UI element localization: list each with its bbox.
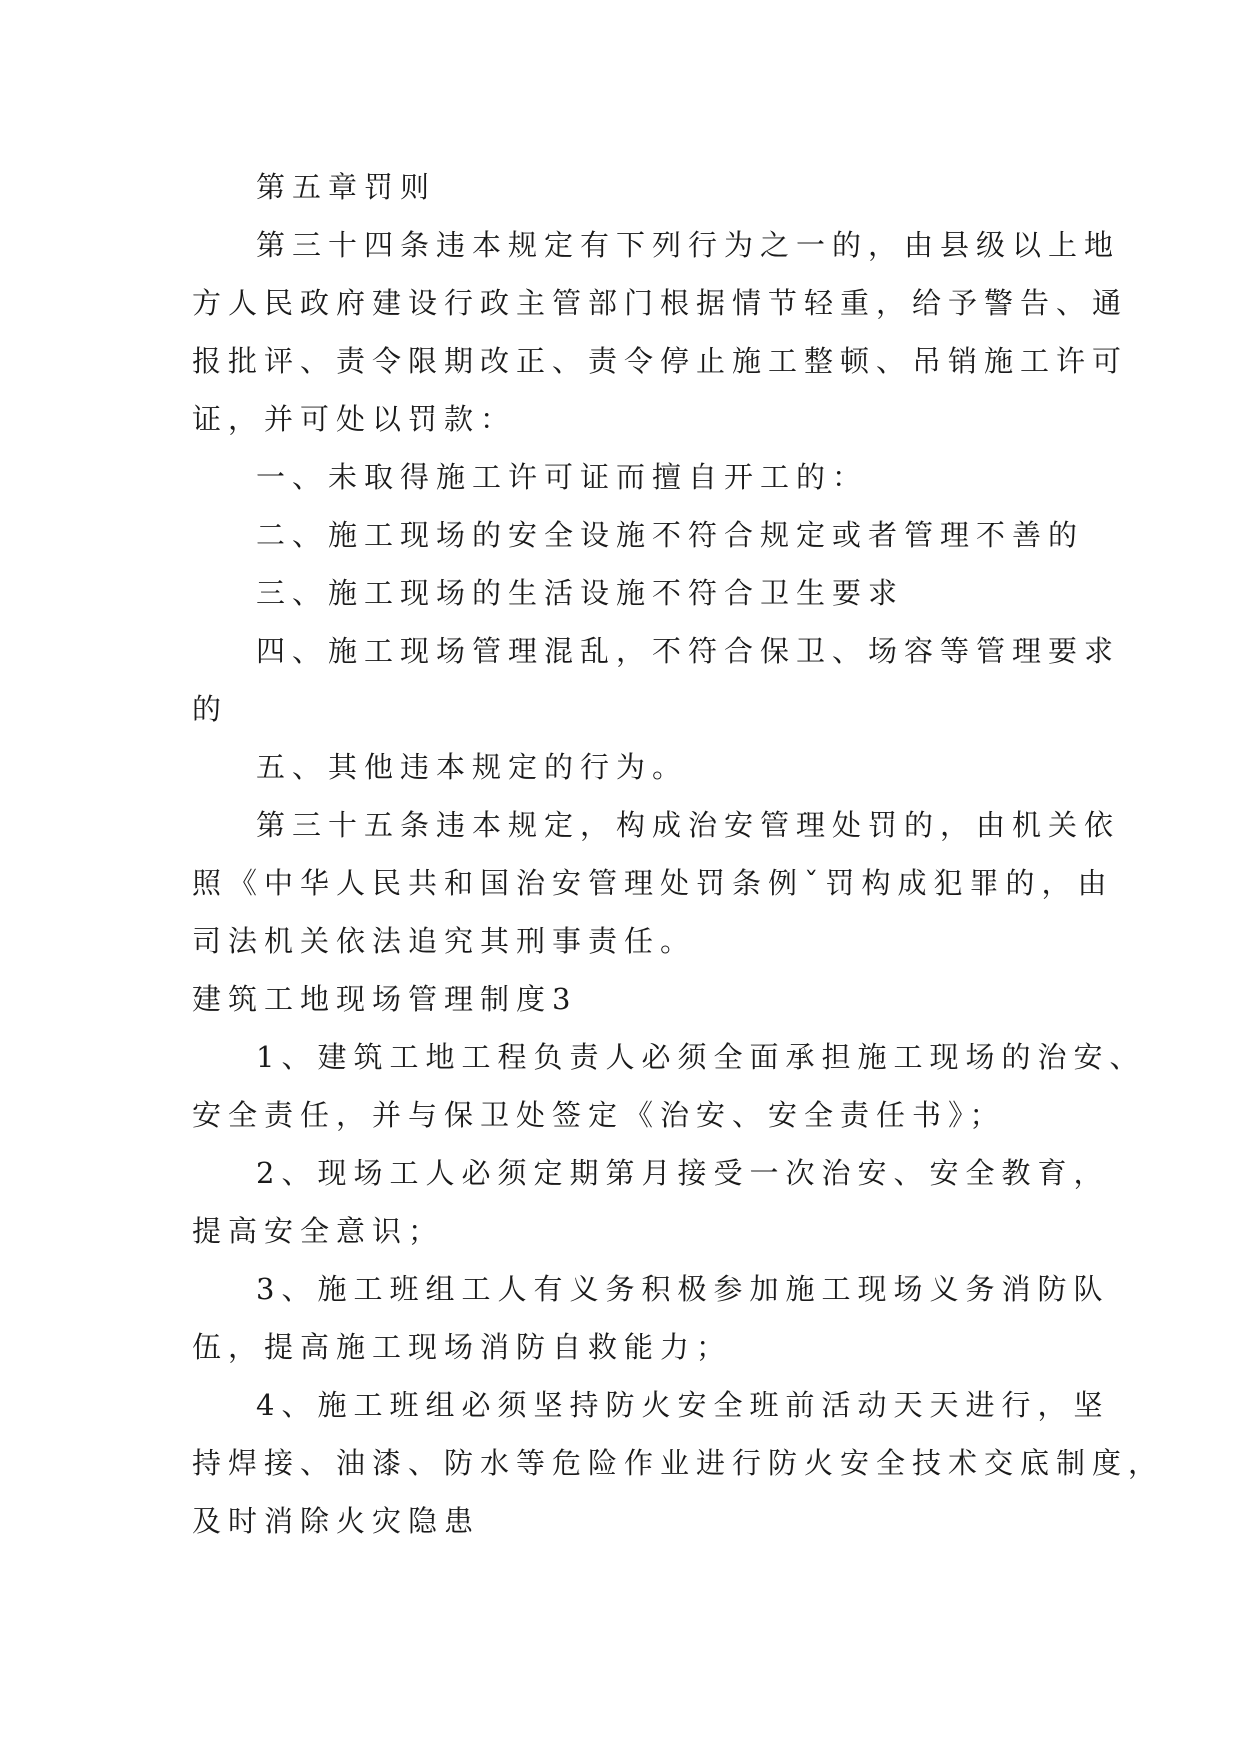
chapter-heading: 第五章罚则 xyxy=(256,170,437,204)
list-item-continuation: 持焊接、油漆、防水等危险作业进行防火安全技术交底制度， xyxy=(192,1446,1165,1480)
paragraph-line: 照《中华人民共和国治安管理处罚条例ˇ罚构成犯罪的，由 xyxy=(192,866,1114,900)
section-heading: 建筑工地现场管理制度3 xyxy=(192,982,578,1016)
paragraph-line: 方人民政府建设行政主管部门根据情节轻重，给予警告、通 xyxy=(192,286,1129,320)
list-item: 三、施工现场的生活设施不符合卫生要求 xyxy=(256,576,905,610)
list-item: 四、施工现场管理混乱，不符合保卫、场容等管理要求 xyxy=(256,634,1121,668)
list-item: 2、现场工人必须定期第月接受一次治安、安全教育， xyxy=(256,1156,1110,1190)
paragraph-line: 证，并可处以罚款： xyxy=(192,402,517,436)
list-item-continuation: 安全责任，并与保卫处签定《治安、安全责任书》； xyxy=(192,1098,1006,1132)
paragraph-line: 报批评、责令限期改正、责令停止施工整顿、吊销施工许可 xyxy=(192,344,1129,378)
list-item: 4、施工班组必须坚持防火安全班前活动天天进行，坚 xyxy=(256,1388,1110,1422)
document-body xyxy=(192,158,1165,1550)
list-item: 1、建筑工地工程负责人必须全面承担施工现场的治安、 xyxy=(256,1040,1146,1074)
list-item: 3、施工班组工人有义务积极参加施工现场义务消防队 xyxy=(256,1272,1110,1306)
list-item: 一、未取得施工许可证而擅自开工的： xyxy=(256,460,869,494)
list-item: 二、施工现场的安全设施不符合规定或者管理不善的 xyxy=(256,518,1085,552)
list-item-continuation: 伍，提高施工现场消防自救能力； xyxy=(192,1330,733,1364)
list-item-continuation: 及时消除火灾隐患 xyxy=(192,1504,481,1538)
paragraph-line: 司法机关依法追究其刑事责任。 xyxy=(192,924,697,958)
paragraph-line: 第三十四条违本规定有下列行为之一的，由县级以上地 xyxy=(256,228,1121,262)
list-item-continuation: 的 xyxy=(192,692,229,726)
paragraph-line: 第三十五条违本规定，构成治安管理处罚的，由机关依 xyxy=(256,808,1121,842)
list-item: 五、其他违本规定的行为。 xyxy=(256,750,689,784)
list-item-continuation: 提高安全意识； xyxy=(192,1214,445,1248)
